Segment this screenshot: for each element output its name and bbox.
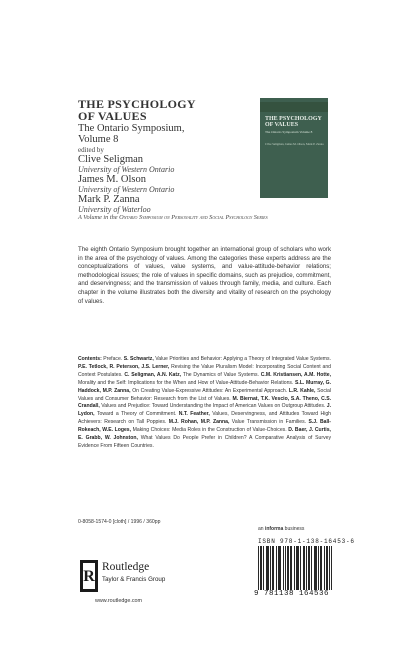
contents-chapter-title: What Values Do People Prefer in Children? A Comparative Analysis of Survey Evidence From Fifteen Countries. [78,435,331,449]
edited-by: edited by [78,146,104,154]
barcode-bar [315,546,316,590]
barcode-bar [261,546,262,590]
informa-line [258,526,304,532]
contents-chapter-title: The Dynamics of Value Systems. [182,371,261,378]
contents-authors: J. Lydon, [78,403,331,418]
barcode-isbn: ISBN 978-1-138-16453-6 [258,538,355,545]
book-description: The eighth Ontario Symposium brought together an international group of scholars who work in the area of the psychology of values. Among the categories these experts address are the conceptualizations of values, value systems, and value-attitude-behavior relations; methodological issues; the role of values in specific domains, such as prejudice, commitment, and deservingness; and the transmission of values through family, media, and culture. Each chapter in the volume illustrates both the diversity and vitality of research on the psychology of values. [78,246,331,305]
thumbnail-band [260,102,328,112]
informa-suffix: business [283,526,305,532]
barcode-bar [285,546,286,590]
barcode-bar [279,546,280,590]
contents-chapter-title: On Creating Value-Expressive Attitudes: An Experimental Approach. [132,387,289,394]
barcode-bar [258,546,259,590]
contents-chapter-title: Preface. [103,356,124,362]
series-name: Ontario Symposium on Personality and Social Psychology Series [119,214,268,221]
contents-authors: C.M. Kristiansen, A.M. Hotte, [260,371,332,378]
barcode-bar [314,546,315,590]
barcode-bar [320,546,321,590]
contents-authors: L.R. Kahle, [288,387,318,394]
contents-chapter-title: Morality and the Self: Implications for the When and How of Value-Attitude-Behavior Relations. [78,379,295,386]
barcode-bar [331,546,332,590]
barcode-bar [273,546,274,590]
barcode-bar [326,546,327,590]
barcode-bar [329,546,330,590]
barcode-bar [297,546,298,590]
contents-chapter-title: Value Transmission in Families. [231,419,309,426]
contents-authors: S.J. Ball-Rokeach, W.E. Loges, [78,419,331,434]
barcode-bar [287,546,288,590]
contents-chapter-title: Values, Deservingness, and Attitudes Toward High Achievers: Research on Tall Poppies. [78,411,332,426]
barcode-bar [263,546,264,590]
barcode-bar [288,546,289,590]
barcode-graphic [258,546,332,590]
contents-authors: D. Baer, J. Curtis, E. Grabb, W. Johnston, [78,427,331,442]
barcode-bar [318,546,319,590]
thumbnail-subtitle: The Ontario Symposium Volume 8 [265,130,313,134]
book-title-line-1: THE PSYCHOLOGY [78,97,196,111]
barcode-bar [290,546,291,590]
editor-affiliation: University of Waterloo [78,205,151,214]
editor-affiliation: University of Western Ontario [78,185,175,194]
contents-chapter-title: Making Choices: Media Roles in the Construction of Value-Choices. [132,427,289,434]
editor-name: James M. Olson [78,174,146,185]
barcode-bar [311,546,312,590]
publisher-url: www.routledge.com [95,598,143,604]
thumbnail-editors: Clive Seligman, James M. Olson, Mark P. Zanna [265,142,324,146]
contents-authors: M.J. Rohan, M.P. Zanna, [168,419,232,426]
barcode-bar [298,546,299,590]
logo-letter: R [83,568,95,585]
book-subtitle-line-2: Volume 8 [78,134,119,145]
informa-prefix: an [258,526,265,532]
contents-chapter-title: Social Values and Consumer Behavior: Research from the List of Values. [78,387,331,402]
routledge-logo-icon [80,560,98,592]
barcode-bar [278,546,279,590]
contents-authors: S. Schwartz, [123,356,156,362]
barcode-bar [266,546,267,590]
barcode-bar [296,546,297,590]
barcode-bar [327,546,328,590]
contents-list [78,356,331,451]
barcode-bar [268,546,269,590]
editor-name: Clive Seligman [78,154,144,165]
barcode-bar [294,546,295,590]
contents-authors: P.E. Tetlock, R. Peterson, J.S. Lerner, [78,363,172,370]
editor-affiliation: University of Western Ontario [78,165,175,174]
publisher-name: Routledge [102,561,150,573]
barcode-bar [316,546,317,590]
book-subtitle-line-1: The Ontario Symposium, [78,123,185,134]
barcode-bar [291,546,292,590]
contents-authors: S.L. Murray, G. Haddock, M.P. Zanna, [78,379,331,394]
barcode-bar [324,546,325,590]
barcode-bar [303,546,304,590]
barcode-bar [309,546,310,590]
barcode-bar [272,546,273,590]
title-block [78,97,268,222]
barcode-digits: 9 781138 164536 [254,590,330,598]
contents-authors: C. Seligman, A.N. Katz, [124,371,183,378]
book-title-line-2: OF VALUES [78,109,147,123]
editor-name: Mark P. Zanna [78,194,140,205]
barcode-bar [283,546,284,590]
barcode-bar [306,546,307,590]
contents-chapter-title: Revising the Value Pluralism Model: Incorporating Social Content and Context Postulates. [78,363,331,378]
contents-chapter-title: Toward a Theory of Commitment. [96,411,179,418]
contents-label: Contents: [78,356,104,362]
publisher-subtitle: Taylor & Francis Group [102,576,166,583]
barcode-bar [276,546,277,590]
barcode-bar [280,546,281,590]
barcode-bar [260,546,261,590]
barcode-bar [300,546,301,590]
barcode-bar [321,546,322,590]
thumbnail-title: THE PSYCHOLOGY OF VALUES [265,116,322,128]
barcode-bar [267,546,268,590]
contents-chapter-title: Value Priorities and Behavior: Applying a Theory of Integrated Value Systems. [155,356,332,362]
barcode-bar [304,546,305,590]
cover-thumbnail [260,98,328,198]
barcode-bar [308,546,309,590]
contents-chapter-title: Values and Prejudice: Toward Understanding the Impact of American Values on Outgroup Attitudes. [101,403,327,410]
contents-authors: N.T. Feather, [178,411,213,418]
informa-brand: informa [264,526,284,532]
edition-info: 0-8058-1574-0 [cloth] / 1996 / 360pp [78,519,161,525]
series-prefix: A Volume in the [78,214,120,221]
series-note [78,214,268,222]
contents-authors: M. Biernat, T.K. Vescio, S.A. Theno, C.S. Crandall, [78,395,332,410]
barcode-bar [270,546,271,590]
